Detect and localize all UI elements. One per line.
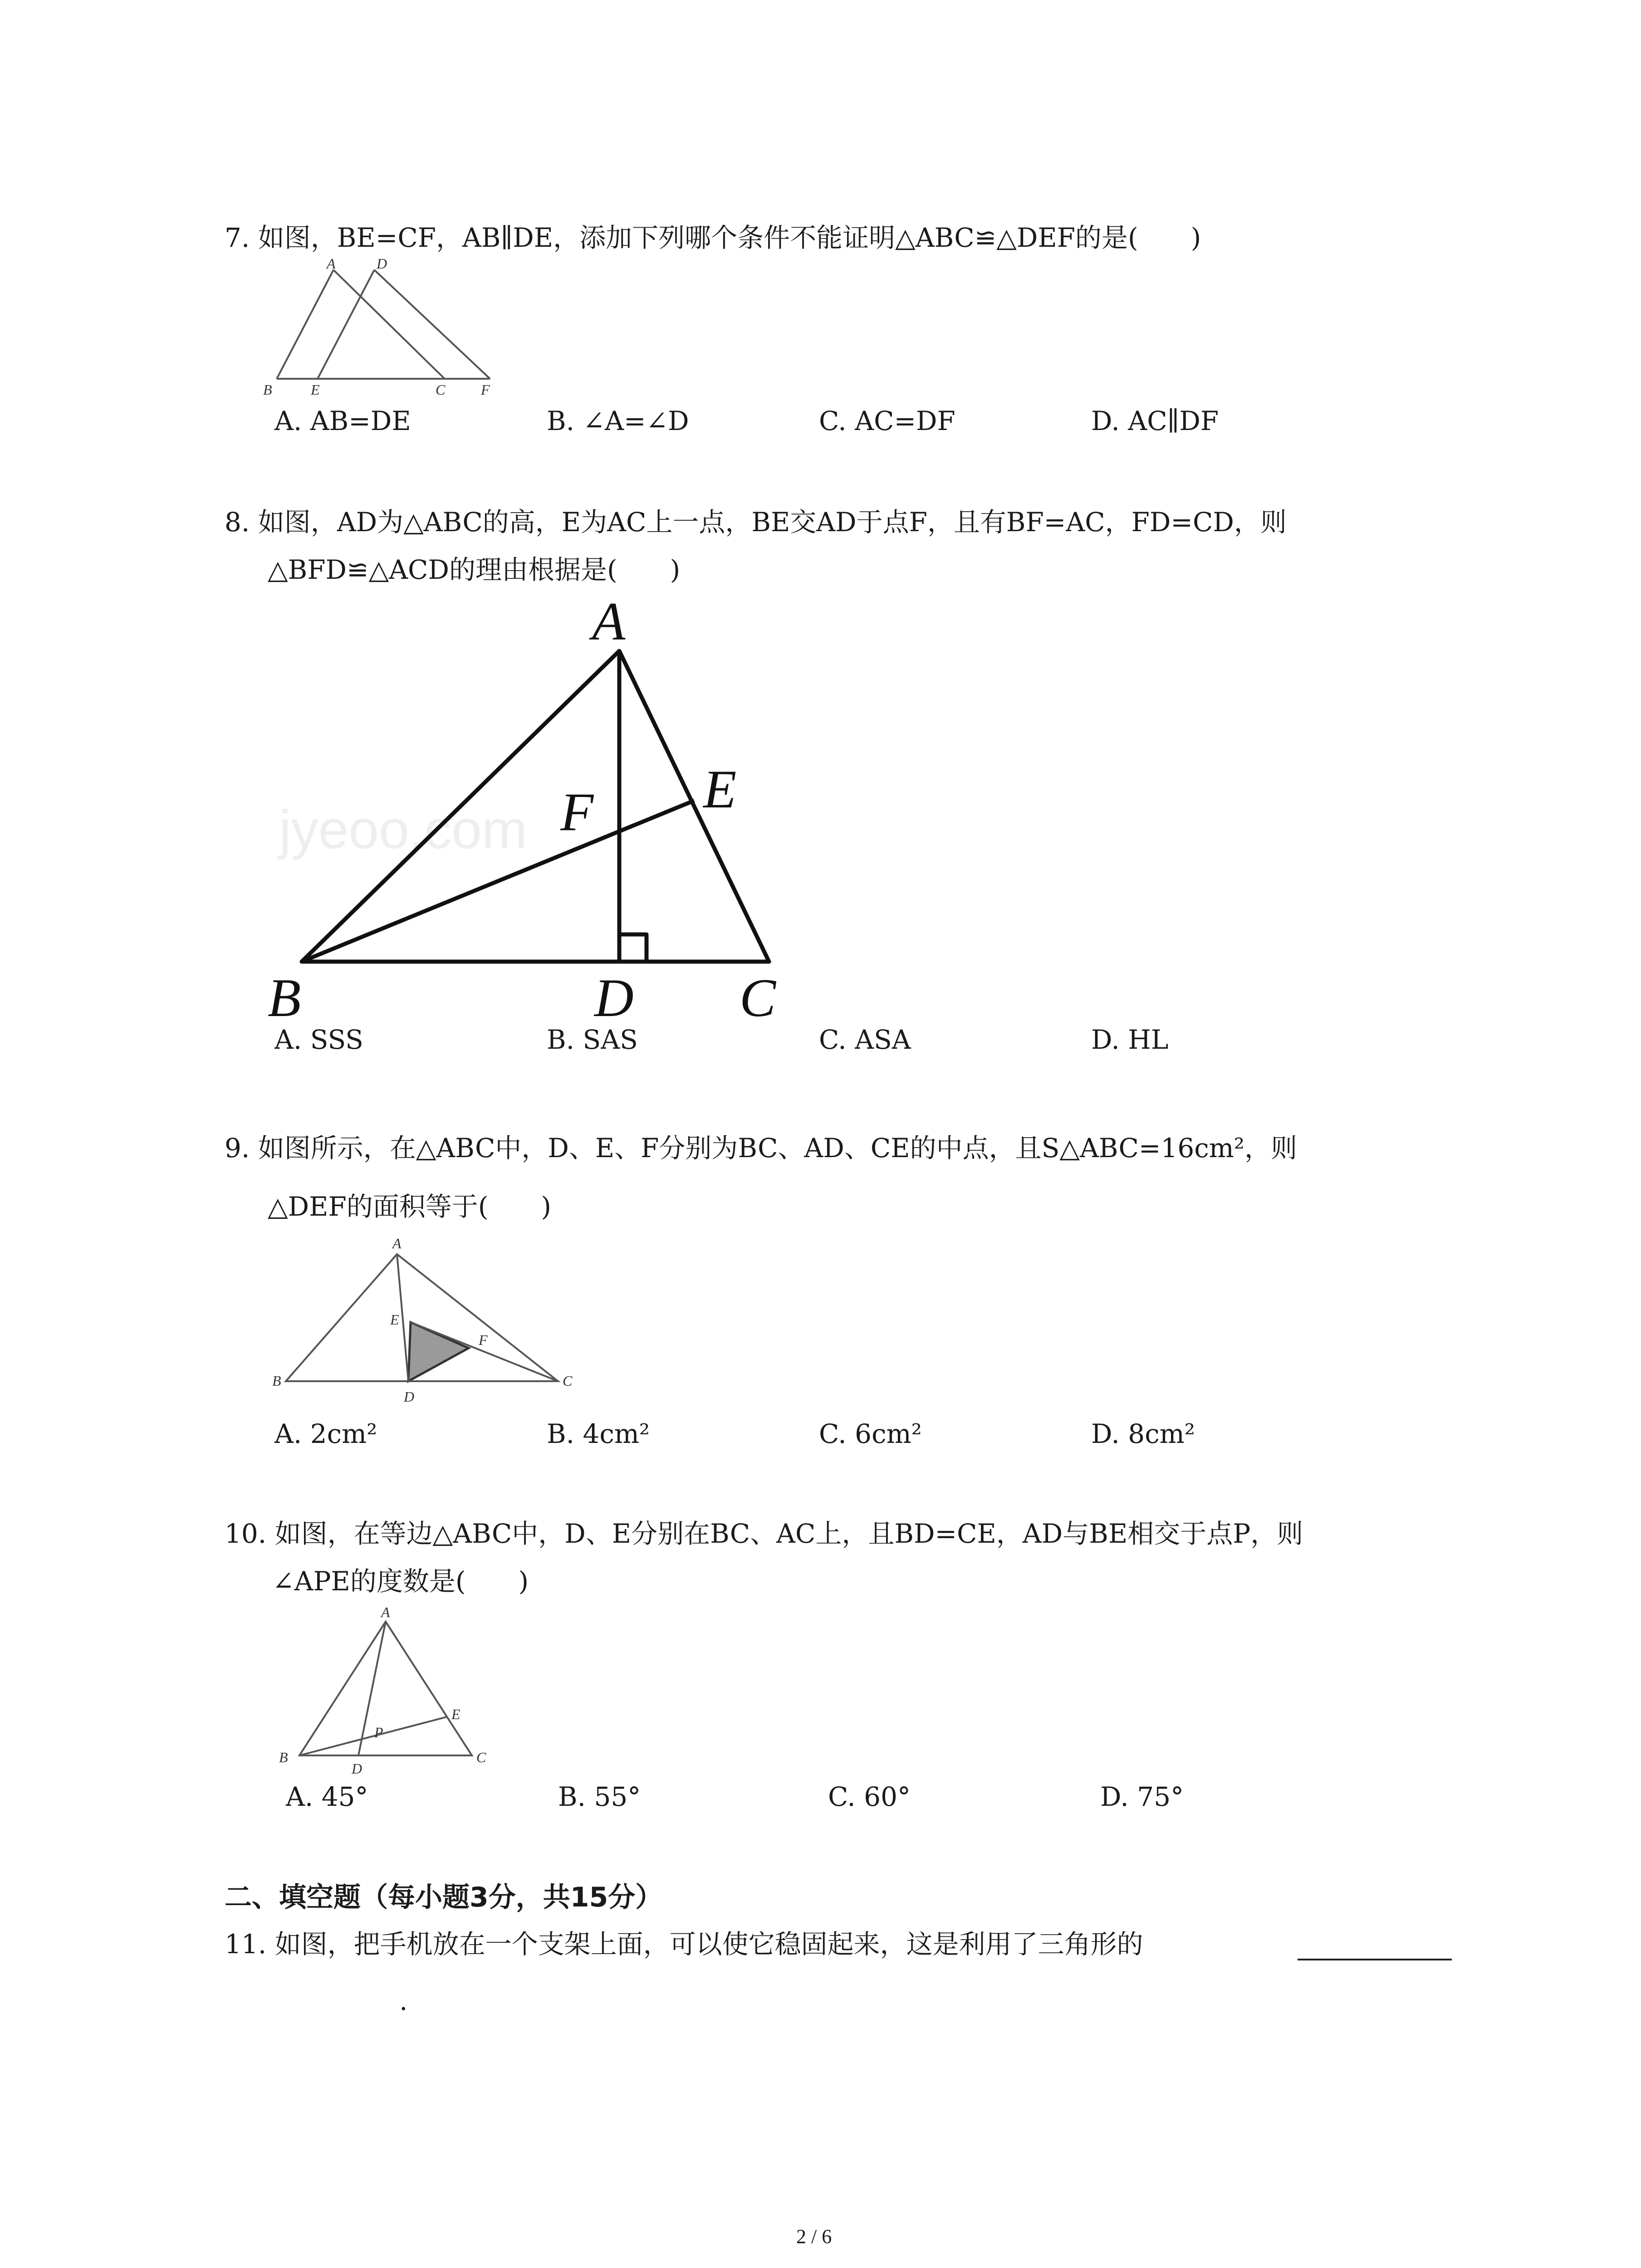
q10-option-a: A. 45° [286,1781,368,1812]
q7-option-b: B. ∠A=∠D [547,406,689,436]
q7-option-c: C. AC=DF [819,406,955,436]
q9-option-b: B. 4cm² [547,1418,650,1449]
q9-option-c: C. 6cm² [819,1418,922,1449]
q10-label-c: C [476,1749,486,1765]
q8-label-d: D [594,968,634,1028]
q9-label-e: E [390,1311,399,1328]
q8-figure [259,585,817,1028]
q11-stem: 11. 如图，把手机放在一个支架上面，可以使它稳固起来，这是利用了三角形的 [225,1929,1143,1960]
q9-shaded-triangle-def [408,1322,469,1381]
q8-label-b: B [268,968,301,1028]
q8-stem-line1: 8. 如图，AD为△ABC的高，E为AC上一点，BE交AD于点F，且有BF=AC，FD=CD，则 [225,507,1287,538]
q9-label-b: B [272,1373,281,1389]
q8-option-d: D. HL [1091,1024,1169,1055]
q9-stem-line1: 9. 如图所示，在△ABC中，D、E、F分别为BC、AD、CE的中点，且S△ABC=16cm²，则 [225,1133,1298,1163]
q7-option-a: A. AB=DE [274,406,411,436]
q8-option-c: C. ASA [819,1024,911,1055]
q9-label-f: F [479,1332,488,1348]
q8-watermark: jyeoo.com [279,799,527,860]
q7-label-b: B [263,381,272,398]
q7-label-e: E [311,381,320,398]
q10-stem-line2: ∠APE的度数是( ) [272,1566,529,1597]
q8-label-f: F [560,782,594,842]
q10-label-a: A [381,1604,390,1620]
q8-stem-line2: △BFD≌△ACD的理由根据是( ) [268,554,681,585]
q10-label-p: P [374,1724,383,1740]
q7-stem: 7. 如图，BE=CF，AB∥DE，添加下列哪个条件不能证明△ABC≌△DEF的是( ) [225,222,1201,253]
q8-label-e: E [703,759,737,819]
q10-label-b: B [279,1749,288,1765]
q11-period: . [399,1985,408,2016]
q8-label-c: C [740,968,776,1028]
q9-label-a: A [392,1235,402,1251]
q7-figure [263,255,499,399]
q10-figure [272,1601,508,1777]
q11-answer-blank[interactable] [1298,1959,1452,1960]
q9-label-c: C [563,1373,573,1389]
q9-stem-line2: △DEF的面积等于( ) [268,1191,551,1222]
q7-label-d: D [377,255,387,272]
q9-option-a: A. 2cm² [274,1418,377,1449]
q10-option-c: C. 60° [828,1781,911,1812]
q7-label-a: A [327,255,336,272]
q10-option-b: B. 55° [558,1781,641,1812]
q9-option-d: D. 8cm² [1091,1418,1195,1449]
q10-label-e: E [451,1706,460,1722]
q10-label-d: D [352,1760,362,1777]
q10-option-d: D. 75° [1100,1781,1184,1812]
page-number: 2 / 6 [796,2225,832,2248]
q8-option-b: B. SAS [547,1024,638,1055]
q7-label-f: F [481,381,490,398]
q9-figure [268,1234,585,1406]
q8-option-a: A. SSS [274,1024,363,1055]
q7-label-c: C [436,381,446,398]
q10-stem-line1: 10. 如图，在等边△ABC中，D、E分别在BC、AC上，且BD=CE，AD与BE相交于点P，则 [225,1518,1303,1549]
q9-label-d: D [404,1388,415,1405]
section-title-fill-in: 二、填空题（每小题3分，共15分） [225,1882,663,1913]
q7-option-d: D. AC∥DF [1091,406,1219,436]
q8-label-a: A [592,591,626,651]
